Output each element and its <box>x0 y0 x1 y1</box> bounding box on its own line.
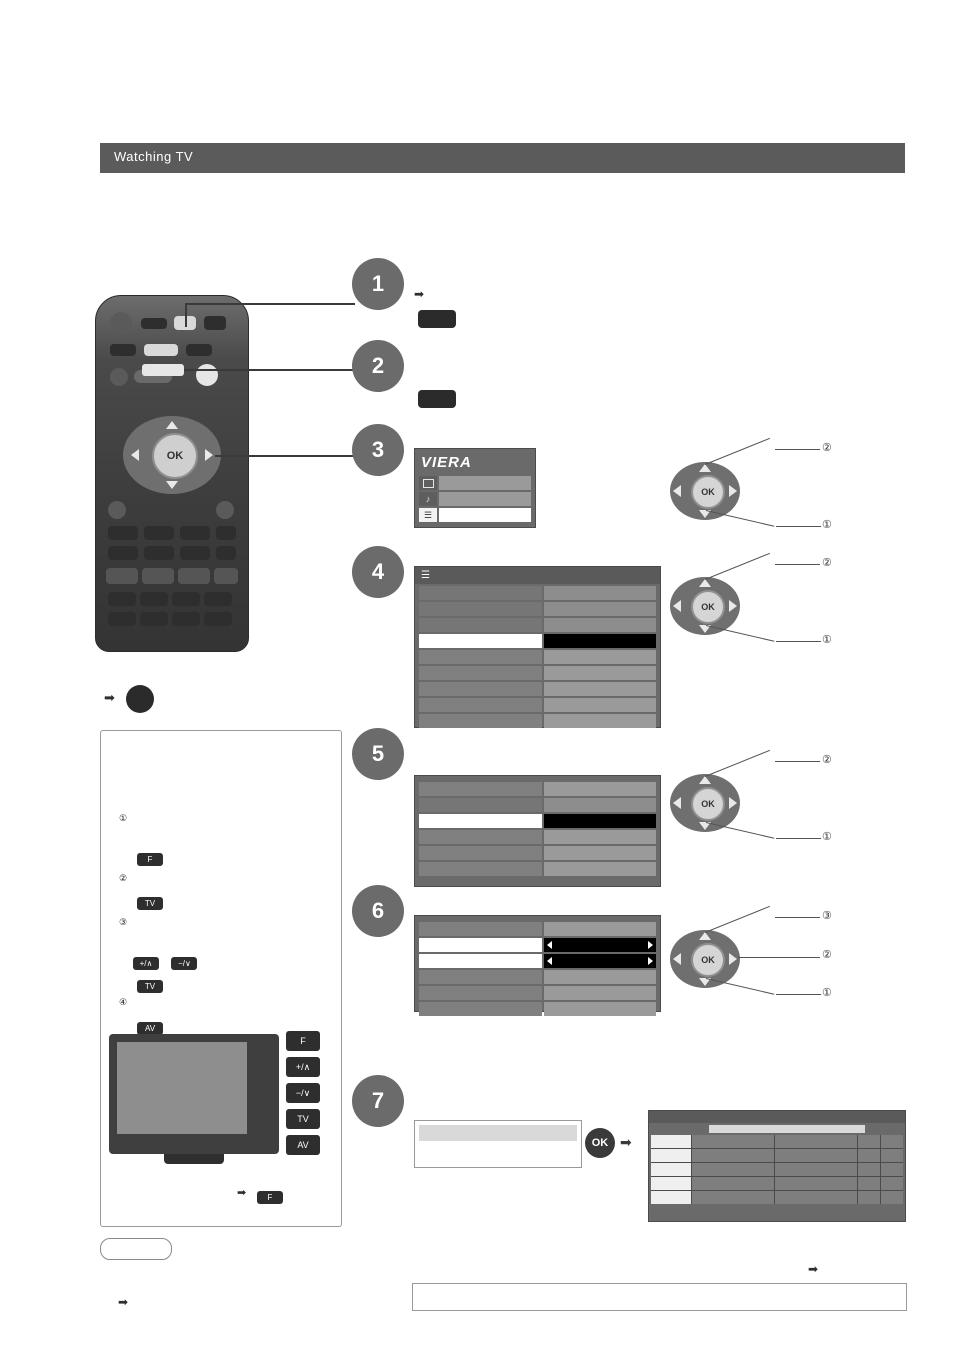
step-2-badge: 2 <box>352 340 404 392</box>
nav-right-icon <box>729 953 737 965</box>
remote-key <box>140 612 168 626</box>
step-1-arrow-icon: ➡ <box>414 287 425 301</box>
menu-row[interactable] <box>419 714 656 728</box>
side-key-volume-up[interactable]: +/∧ <box>286 1057 320 1077</box>
callout-3: ③ <box>822 910 832 922</box>
nav-ok-button: OK <box>691 943 725 977</box>
key-chip-f: F <box>137 853 163 866</box>
remote-key <box>141 318 167 329</box>
epg-cell[interactable] <box>775 1149 857 1162</box>
panel-item-3-marker: ③ <box>119 917 128 927</box>
step-4-badge: 4 <box>352 546 404 598</box>
epg-cell[interactable] <box>775 1135 857 1148</box>
tv-illustration <box>109 1034 279 1154</box>
arrow-right-icon: ➡ <box>237 1187 247 1199</box>
note-pill <box>100 1238 172 1260</box>
nav-ok-button: OK <box>691 787 725 821</box>
setup-icon: ☰ <box>421 570 430 581</box>
menu-row[interactable] <box>419 682 656 696</box>
callout-line <box>705 553 770 580</box>
remote-key <box>172 592 200 606</box>
nav-left-icon <box>673 600 681 612</box>
menu-row[interactable] <box>419 970 656 984</box>
nav-left-icon <box>673 797 681 809</box>
callout-line <box>776 526 821 527</box>
edit-menu-screen <box>414 915 661 1012</box>
menu-row[interactable] <box>419 798 656 812</box>
power-key-chip <box>418 310 456 328</box>
epg-cell[interactable] <box>651 1177 691 1190</box>
side-key-volume-down[interactable]: −/∨ <box>286 1083 320 1103</box>
epg-screen <box>648 1110 906 1222</box>
remote-key <box>204 592 232 606</box>
power-button <box>110 312 132 334</box>
epg-cell[interactable] <box>692 1149 774 1162</box>
nav-right-icon <box>729 600 737 612</box>
main-menu-row-selected[interactable] <box>419 508 531 522</box>
epg-cell[interactable] <box>858 1163 880 1176</box>
remote-color-key <box>178 568 210 584</box>
callout-line <box>775 917 820 918</box>
key-chip-tv: TV <box>137 897 163 910</box>
menu-row-selected[interactable] <box>419 814 656 828</box>
callout-line <box>775 761 820 762</box>
value-left-arrow-icon <box>547 957 552 965</box>
epg-cell[interactable] <box>881 1177 903 1190</box>
epg-cell[interactable] <box>881 1135 903 1148</box>
nav-right-icon <box>729 797 737 809</box>
epg-cell[interactable] <box>775 1191 857 1204</box>
epg-cell[interactable] <box>692 1191 774 1204</box>
menu-row[interactable] <box>419 862 656 876</box>
remote-key <box>144 546 174 560</box>
dpad-up-icon <box>166 421 178 429</box>
dpad-ok-button: OK <box>152 433 198 479</box>
confirm-dialog-text <box>419 1125 577 1141</box>
remote-key <box>196 364 218 386</box>
arrow-right-icon: ➡ <box>620 1134 632 1150</box>
epg-cell[interactable] <box>881 1191 903 1204</box>
nav-right-icon <box>729 485 737 497</box>
nav-up-icon <box>699 932 711 940</box>
epg-cell[interactable] <box>651 1163 691 1176</box>
remote-key <box>110 344 136 356</box>
menu-row[interactable] <box>419 650 656 664</box>
tv-stand <box>164 1154 224 1164</box>
panel-footer-chip: F <box>257 1191 283 1204</box>
nav-left-icon <box>673 953 681 965</box>
menu-row-selected[interactable] <box>419 954 656 968</box>
callout-line <box>215 455 355 457</box>
side-key-f[interactable]: F <box>286 1031 320 1051</box>
remote-key <box>180 546 210 560</box>
callout-line <box>185 303 355 305</box>
callout-line <box>776 994 821 995</box>
panel-item-2-marker: ② <box>119 873 128 883</box>
remote-key <box>110 368 128 386</box>
section-bullet <box>126 685 154 713</box>
callout-1: ① <box>822 831 832 843</box>
menu-row[interactable] <box>419 602 656 616</box>
menu-key-chip <box>418 390 456 408</box>
callout-1: ① <box>822 634 832 646</box>
callout-2: ② <box>822 754 832 766</box>
arrow-right-icon: ➡ <box>118 1295 129 1309</box>
step-6-nav-diagram <box>660 912 920 1002</box>
dpad-down-icon <box>166 481 178 489</box>
page-header-bar <box>100 143 905 173</box>
setup-icon: ☰ <box>423 509 433 520</box>
menu-row[interactable] <box>419 618 656 632</box>
remote-color-key <box>106 568 138 584</box>
epg-cell[interactable] <box>651 1149 691 1162</box>
setup-menu-screen <box>414 566 661 728</box>
step-3-badge: 3 <box>352 424 404 476</box>
remote-key <box>204 316 226 330</box>
menu-row[interactable] <box>419 666 656 680</box>
main-menu-screen <box>414 448 536 528</box>
remote-key <box>172 612 200 626</box>
callout-2: ② <box>822 442 832 454</box>
remote-key <box>180 526 210 540</box>
setup-menu-header <box>415 567 660 584</box>
key-chip-tv-2: TV <box>137 980 163 993</box>
remote-color-key <box>214 568 238 584</box>
menu-row[interactable] <box>419 586 656 600</box>
remote-key <box>108 526 138 540</box>
nav-up-icon <box>699 776 711 784</box>
confirm-dialog <box>414 1120 582 1168</box>
menu-row[interactable] <box>419 1002 656 1016</box>
value-right-arrow-icon <box>648 941 653 949</box>
nav-up-icon <box>699 464 711 472</box>
callout-line <box>738 957 820 958</box>
callout-line <box>776 838 821 839</box>
epg-cell[interactable] <box>858 1149 880 1162</box>
remote-key <box>140 592 168 606</box>
nav-ok-button: OK <box>691 590 725 624</box>
sound-icon: ♪ <box>425 494 431 504</box>
epg-progress-bar <box>709 1125 865 1133</box>
panel-item-1-marker: ① <box>119 813 128 823</box>
epg-cell[interactable] <box>881 1149 903 1162</box>
menu-row[interactable] <box>419 922 656 936</box>
key-chip-volume-down: −/∨ <box>171 957 197 970</box>
value-left-arrow-icon <box>547 941 552 949</box>
remote-key <box>108 501 126 519</box>
remote-dpad <box>123 416 221 494</box>
epg-cell[interactable] <box>692 1135 774 1148</box>
remote-key <box>204 612 232 626</box>
main-menu-row[interactable] <box>419 476 531 490</box>
remote-key <box>216 546 236 560</box>
menu-row[interactable] <box>419 830 656 844</box>
epg-cell[interactable] <box>651 1191 691 1204</box>
callout-line <box>775 449 820 450</box>
step-6-badge: 6 <box>352 885 404 937</box>
tv-side-keys <box>286 1031 322 1161</box>
epg-cell[interactable] <box>775 1163 857 1176</box>
remote-menu-key-highlight <box>142 364 184 376</box>
bottom-note-bar <box>412 1283 907 1311</box>
dpad-right-icon <box>205 449 213 461</box>
menu-button <box>144 344 178 356</box>
arrow-right-icon: ➡ <box>808 1262 819 1276</box>
step-4-nav-diagram <box>660 557 920 646</box>
step-1-badge: 1 <box>352 258 404 310</box>
callout-1: ① <box>822 987 832 999</box>
remote-control-illustration <box>95 295 249 652</box>
remote-key <box>144 526 174 540</box>
callout-line <box>705 750 770 777</box>
side-key-av[interactable]: AV <box>286 1135 320 1155</box>
menu-row-selected[interactable] <box>419 938 656 952</box>
main-menu-row[interactable] <box>419 492 531 506</box>
remote-key <box>186 344 212 356</box>
step-7-badge: 7 <box>352 1075 404 1127</box>
step-5-badge: 5 <box>352 728 404 780</box>
page-title: Watching TV <box>114 149 194 164</box>
epg-cell[interactable] <box>651 1135 691 1148</box>
epg-header <box>649 1111 905 1123</box>
epg-table <box>651 1135 903 1204</box>
callout-2: ② <box>822 557 832 569</box>
menu-row[interactable] <box>419 846 656 860</box>
callout-line <box>705 438 770 465</box>
epg-cell[interactable] <box>858 1135 880 1148</box>
side-key-tv[interactable]: TV <box>286 1109 320 1129</box>
menu-row-selected[interactable] <box>419 634 656 648</box>
picture-icon <box>423 479 434 488</box>
menu-row[interactable] <box>419 986 656 1000</box>
dpad-left-icon <box>131 449 139 461</box>
epg-cell[interactable] <box>775 1177 857 1190</box>
remote-key <box>108 612 136 626</box>
arrow-right-icon: ➡ <box>104 690 115 705</box>
panel-item-4-marker: ④ <box>119 997 128 1007</box>
menu-row[interactable] <box>419 782 656 796</box>
callout-2: ② <box>822 949 832 961</box>
nav-up-icon <box>699 579 711 587</box>
callout-line <box>185 305 187 327</box>
remote-key <box>108 592 136 606</box>
key-chip-volume-up: +/∧ <box>133 957 159 970</box>
callout-line <box>775 564 820 565</box>
value-right-arrow-icon <box>648 957 653 965</box>
tv-screen <box>117 1042 247 1134</box>
remote-key <box>216 501 234 519</box>
epg-cell[interactable] <box>858 1177 880 1190</box>
info-panel <box>100 730 342 1227</box>
ok-button-badge: OK <box>585 1128 615 1158</box>
epg-cell[interactable] <box>692 1163 774 1176</box>
step-5-nav-diagram <box>660 754 920 843</box>
nav-left-icon <box>673 485 681 497</box>
epg-cell[interactable] <box>692 1177 774 1190</box>
remote-key <box>216 526 236 540</box>
nav-ok-button: OK <box>691 475 725 509</box>
key-chip-av: AV <box>137 1022 163 1035</box>
callout-line <box>705 906 770 933</box>
callout-line <box>776 641 821 642</box>
menu-row[interactable] <box>419 698 656 712</box>
remote-color-key <box>142 568 174 584</box>
remote-key <box>108 546 138 560</box>
callout-1: ① <box>822 519 832 531</box>
step-3-nav-diagram <box>660 442 920 531</box>
sub-menu-screen <box>414 775 661 887</box>
epg-cell[interactable] <box>881 1163 903 1176</box>
viera-logo: VIERA <box>421 454 472 471</box>
epg-cell[interactable] <box>858 1191 880 1204</box>
